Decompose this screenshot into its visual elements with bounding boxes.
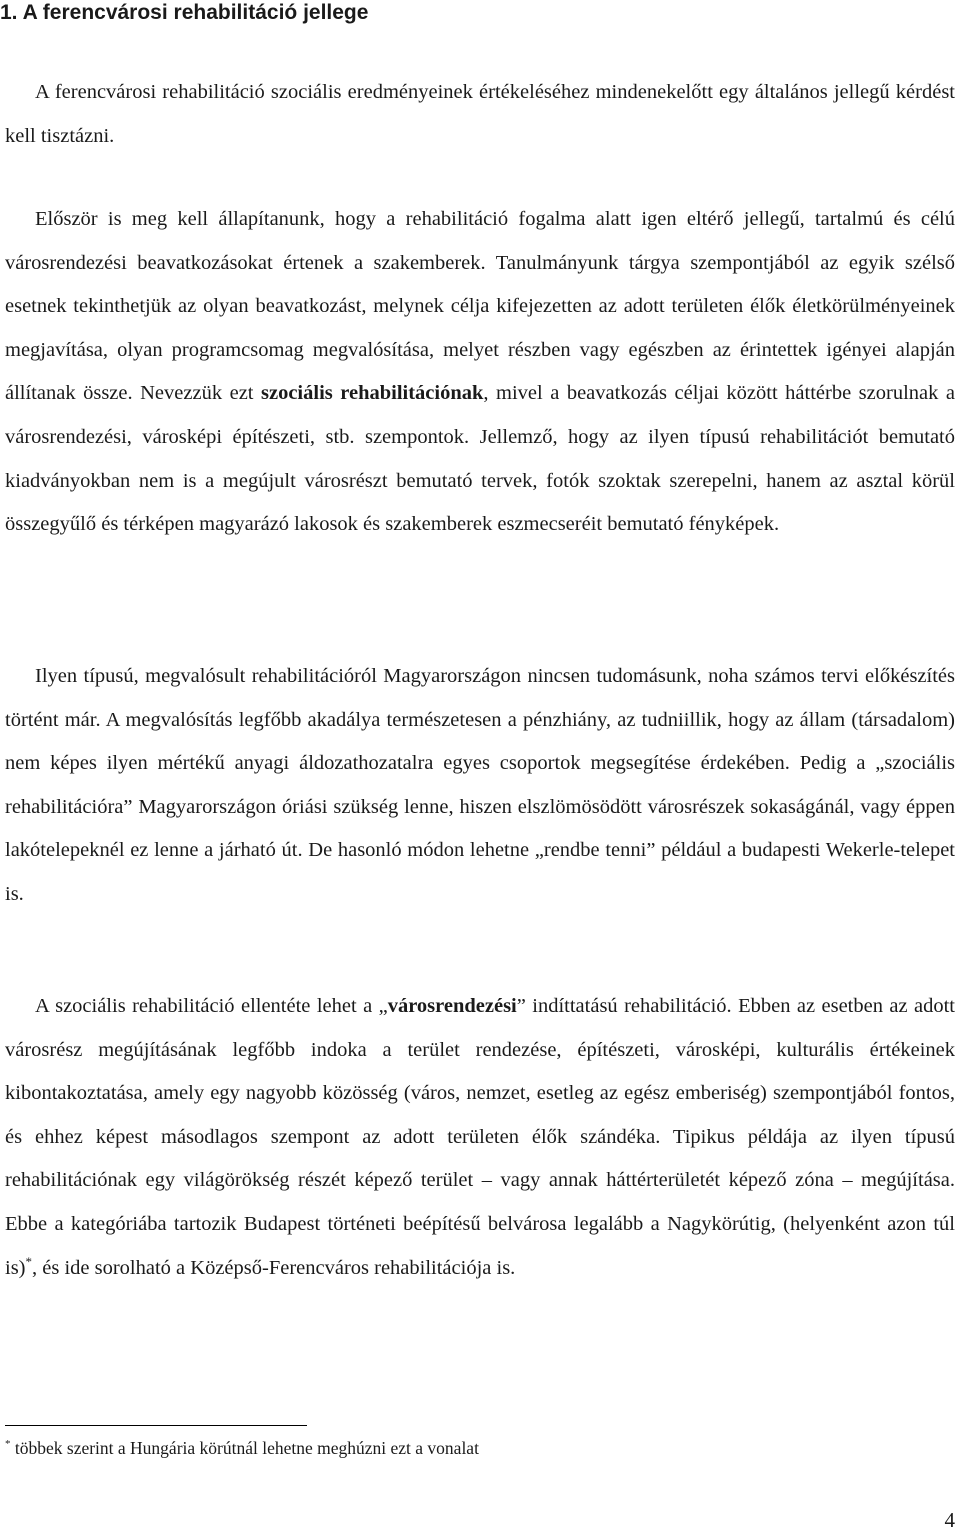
paragraph-1: A ferencvárosi rehabilitáció szociális eredményeinek értékeléséhez mindenekelőtt egy általános jellegű kérdést kell tisztázni. — [5, 81, 955, 147]
footnote-separator — [5, 1425, 307, 1426]
paragraph-2-text-b: , mivel a beavatkozás céljai között háttérbe szorulnak a városrendezési, városképi építészeti, stb. szempontok. Jellemző, hogy az ilyen típusú rehabilitációt bemutató kiadványokban nem is a megújult városrészt bemutató tervek, fotók szoktak szerepelni, hanem az asztal körül összegyűlő és térképen magyarázó lakosok és szakemberek eszmecseréit bemutató fényképek. — [5, 382, 955, 536]
section-heading: 1. A ferencvárosi rehabilitáció jellege — [0, 1, 369, 24]
footnote-marker: * — [5, 1438, 11, 1451]
paragraph-3: Ilyen típusú, megvalósult rehabilitációról Magyarországon nincsen tudomásunk, noha számos tervi előkészítés történt már. A megvalósítás legfőbb akadálya természetesen a pénzhiány, az tudniillik, hogy az állam (társadalom) nem képes ilyen mértékű anyagi áldozathozatalra egyes csoportok megsegítése érdekében. Pedig a „szociális rehabilitációra” Magyarországon óriási szükség lenne, hiszen elszlömösödött városrészek sokaságánál, vagy éppen lakótelepeknél ez lenne a járható út. De hasonló módon lehetne „rendbe tenni” például a budapesti Wekerle-telepet is. — [5, 665, 955, 905]
paragraph-2-text-a: Először is meg kell állapítanunk, hogy a rehabilitáció fogalma alatt igen eltérő jellegű, tartalmú és célú városrendezési beavatkozásokat értenek a szakemberek. Tanulmányunk tárgya szempontjából az egyik szélső esetnek tekinthetjük az olyan beavatkozást, melynek célja kifejezetten az adott területen élők életkörülményeinek megjavítása, olyan programcsomag megvalósítása, melyet részben vagy egészben az érintettek igényei alapján állítanak össze. Nevezzük ezt — [5, 208, 955, 405]
paragraph-4-text-a: A szociális rehabilitáció ellentéte lehet a „ — [35, 995, 388, 1017]
paragraph-4 — [5, 985, 955, 1290]
paragraph-4-text-b: ” indíttatású rehabilitáció. Ebben az esetben az adott városrész megújításának legfőbb indoka a terület rendezése, építészeti, városképi, kulturális értékeinek kibontakoztatása, amely egy nagyobb közösség (város, nemzet, esetleg az egész emberiség) szempontjából fontos, és ehhez képest másodlagos szempont az adott területen élők szándéka. Tipikus példája az ilyen típusú rehabilitációnak egy világörökség részét képező terület – vagy annak háttérterületét képező zóna – megújítása. Ebbe a kategóriába tartozik Budapest történeti beépítésű belvárosa legalább a Nagykörútig, (helyenként azon túl is) — [5, 995, 955, 1279]
page-number: 4 — [944, 1508, 955, 1532]
term-social-rehabilitation: szociális rehabilitációnak — [261, 382, 484, 405]
paragraph-2 — [5, 198, 955, 547]
footnote-text: többek szerint a Hungária körútnál lehetne meghúzni ezt a vonalat — [10, 1438, 479, 1458]
paragraph-4-text-c: , és ide sorolható a Középső-Ferencváros rehabilitációja is. — [32, 1256, 516, 1279]
footnote — [5, 1436, 479, 1460]
footnote-reference[interactable]: * — [25, 1253, 32, 1269]
term-urban-planning: városrendezési — [387, 995, 517, 1017]
